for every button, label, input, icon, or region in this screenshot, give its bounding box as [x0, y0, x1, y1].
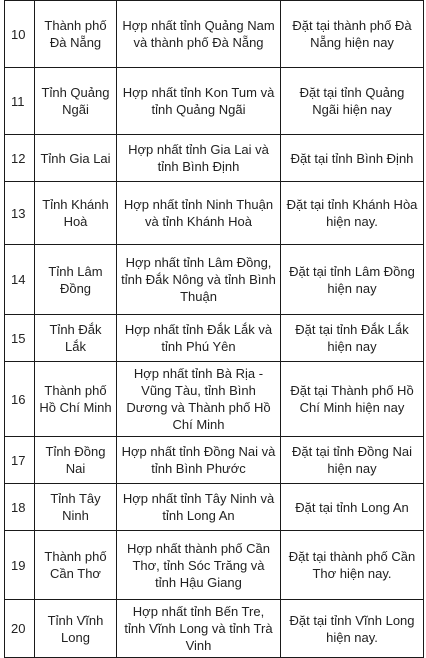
- row-number: 16: [5, 362, 35, 437]
- table-row: [5, 362, 424, 437]
- table-row: [5, 1, 424, 68]
- row-number: 18: [5, 484, 35, 531]
- seat-location: Đặt tại tỉnh Đắk Lắk hiện nay: [281, 315, 424, 362]
- unit-name: Tỉnh Quảng Ngãi: [35, 68, 117, 135]
- merger-description: Hợp nhất tỉnh Kon Tum và tỉnh Quảng Ngãi: [117, 68, 281, 135]
- merger-description: Hợp nhất tỉnh Lâm Đồng, tỉnh Đắk Nông và tỉnh Bình Thuận: [117, 245, 281, 315]
- row-number: 10: [5, 1, 35, 68]
- row-number: 13: [5, 182, 35, 245]
- seat-location: Đặt tại tỉnh Khánh Hòa hiện nay.: [281, 182, 424, 245]
- table-row: [5, 245, 424, 315]
- merger-description: Hợp nhất tỉnh Ninh Thuận và tỉnh Khánh Hoà: [117, 182, 281, 245]
- table-row: [5, 135, 424, 182]
- seat-location: Đặt tại tỉnh Lâm Đồng hiện nay: [281, 245, 424, 315]
- table-row: [5, 437, 424, 484]
- merger-description: Hợp nhất tỉnh Đồng Nai và tỉnh Bình Phước: [117, 437, 281, 484]
- seat-location: Đặt tại tỉnh Quảng Ngãi hiện nay: [281, 68, 424, 135]
- merger-description: Hợp nhất tỉnh Bà Rịa - Vũng Tàu, tỉnh Bình Dương và Thành phố Hồ Chí Minh: [117, 362, 281, 437]
- seat-location: Đặt tại tỉnh Bình Định: [281, 135, 424, 182]
- unit-name: Tỉnh Tây Ninh: [35, 484, 117, 531]
- unit-name: Tỉnh Vĩnh Long: [35, 600, 117, 658]
- merger-description: Hợp nhất tỉnh Đắk Lắk và tỉnh Phú Yên: [117, 315, 281, 362]
- seat-location: Đặt tại Thành phố Hồ Chí Minh hiện nay: [281, 362, 424, 437]
- row-number: 17: [5, 437, 35, 484]
- merger-description: Hợp nhất tỉnh Bến Tre, tỉnh Vĩnh Long và tỉnh Trà Vinh: [117, 600, 281, 658]
- unit-name: Tỉnh Đắk Lắk: [35, 315, 117, 362]
- row-number: 11: [5, 68, 35, 135]
- seat-location: Đặt tại thành phố Đà Nẵng hiện nay: [281, 1, 424, 68]
- seat-location: Đặt tại thành phố Cần Thơ hiện nay.: [281, 531, 424, 600]
- table-row: [5, 182, 424, 245]
- row-number: 12: [5, 135, 35, 182]
- unit-name: Tỉnh Đồng Nai: [35, 437, 117, 484]
- merger-description: Hợp nhất tỉnh Tây Ninh và tỉnh Long An: [117, 484, 281, 531]
- merger-description: Hợp nhất thành phố Cần Thơ, tỉnh Sóc Trăng và tỉnh Hậu Giang: [117, 531, 281, 600]
- seat-location: Đặt tại tỉnh Vĩnh Long hiện nay.: [281, 600, 424, 658]
- seat-location: Đặt tại tỉnh Long An: [281, 484, 424, 531]
- row-number: 15: [5, 315, 35, 362]
- merger-description: Hợp nhất tỉnh Gia Lai và tỉnh Bình Định: [117, 135, 281, 182]
- row-number: 20: [5, 600, 35, 658]
- unit-name: Tỉnh Khánh Hoà: [35, 182, 117, 245]
- unit-name: Thành phố Đà Nẵng: [35, 1, 117, 68]
- seat-location: Đặt tại tỉnh Đồng Nai hiện nay: [281, 437, 424, 484]
- table-row: [5, 315, 424, 362]
- unit-name: Thành phố Cần Thơ: [35, 531, 117, 600]
- merger-description: Hợp nhất tỉnh Quảng Nam và thành phố Đà Nẵng: [117, 1, 281, 68]
- unit-name: Tỉnh Gia Lai: [35, 135, 117, 182]
- row-number: 14: [5, 245, 35, 315]
- table-row: [5, 531, 424, 600]
- unit-name: Tỉnh Lâm Đồng: [35, 245, 117, 315]
- row-number: 19: [5, 531, 35, 600]
- table-row: [5, 68, 424, 135]
- province-merger-table: [4, 0, 424, 658]
- table-row: [5, 484, 424, 531]
- table-row: [5, 600, 424, 658]
- unit-name: Thành phố Hồ Chí Minh: [35, 362, 117, 437]
